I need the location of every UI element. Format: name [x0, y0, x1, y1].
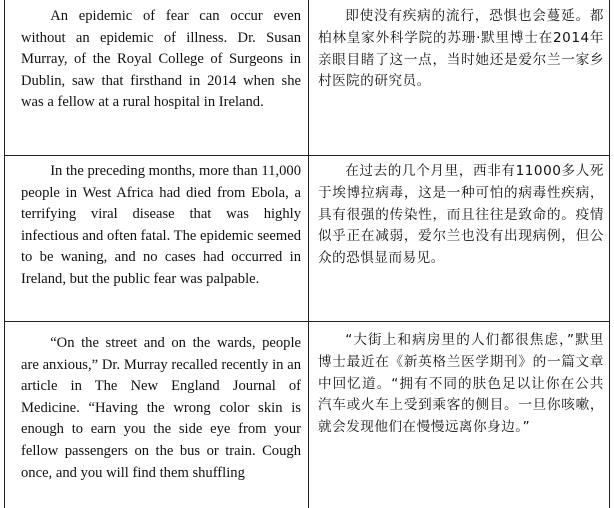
- table-row-2-english-cell: [21, 161, 301, 291]
- table-border-left: [4, 0, 5, 508]
- english-paragraph: An epidemic of fear can occur even without an epidemic of illness. Dr. Susan Murray, of the Royal College of Surgeons in Dublin, saw that firsthand in 2014 when she was a fellow at a rural hospital in Ireland.: [21, 8, 301, 111]
- row-divider-2: [4, 321, 610, 322]
- table-row-3-chinese-cell: [318, 330, 604, 439]
- table-border-right: [609, 0, 610, 508]
- english-paragraph: “On the street and on the wards, people are anxious,” Dr. Murray recalled recently in an article in The New England Journal of Medicine. “Having the wrong color skin is enough to earn you the side eye from your fellow passengers on the bus or train. Cough once, and you will find them shuffling: [21, 335, 301, 481]
- table-row-1-english-cell: [21, 6, 301, 114]
- chinese-paragraph: 在过去的几个月里，西非有11000多人死于埃博拉病毒，这是一种可怕的病毒性疾病，具有很强的传染性，而且往往是致命的。疫情似乎正在减弱，爱尔兰也没有出现病例，但公众的恐惧显而易见。: [318, 163, 604, 267]
- table-row-1-chinese-cell: [318, 6, 604, 93]
- table-row-3-english-cell: [21, 333, 301, 508]
- english-paragraph: In the preceding months, more than 11,000 people in West Africa had died from Ebola, a terrifying viral disease that was highly infectious and often fatal. The epidemic seemed to be waning, and no cases had occurred in Ireland, but the public fear was palpable.: [21, 163, 301, 287]
- chinese-paragraph: “大街上和病房里的人们都很焦虑，”默里博士最近在《新英格兰医学期刊》的一篇文章中回忆道。“拥有不同的肤色足以让你在公共汽车或火车上受到乘客的侧目。一旦你咳嗽，就会发现他们在慢慢远离你身边。”: [318, 332, 604, 436]
- table-row-2-chinese-cell: [318, 161, 604, 270]
- row-divider-1: [4, 155, 610, 156]
- chinese-paragraph: 即使没有疾病的流行，恐惧也会蔓延。都柏林皇家外科学院的苏珊·默里博士在2014年亲眼目睹了这一点，当时她还是爱尔兰一家乡村医院的研究员。: [318, 8, 604, 90]
- table-column-divider: [308, 0, 309, 508]
